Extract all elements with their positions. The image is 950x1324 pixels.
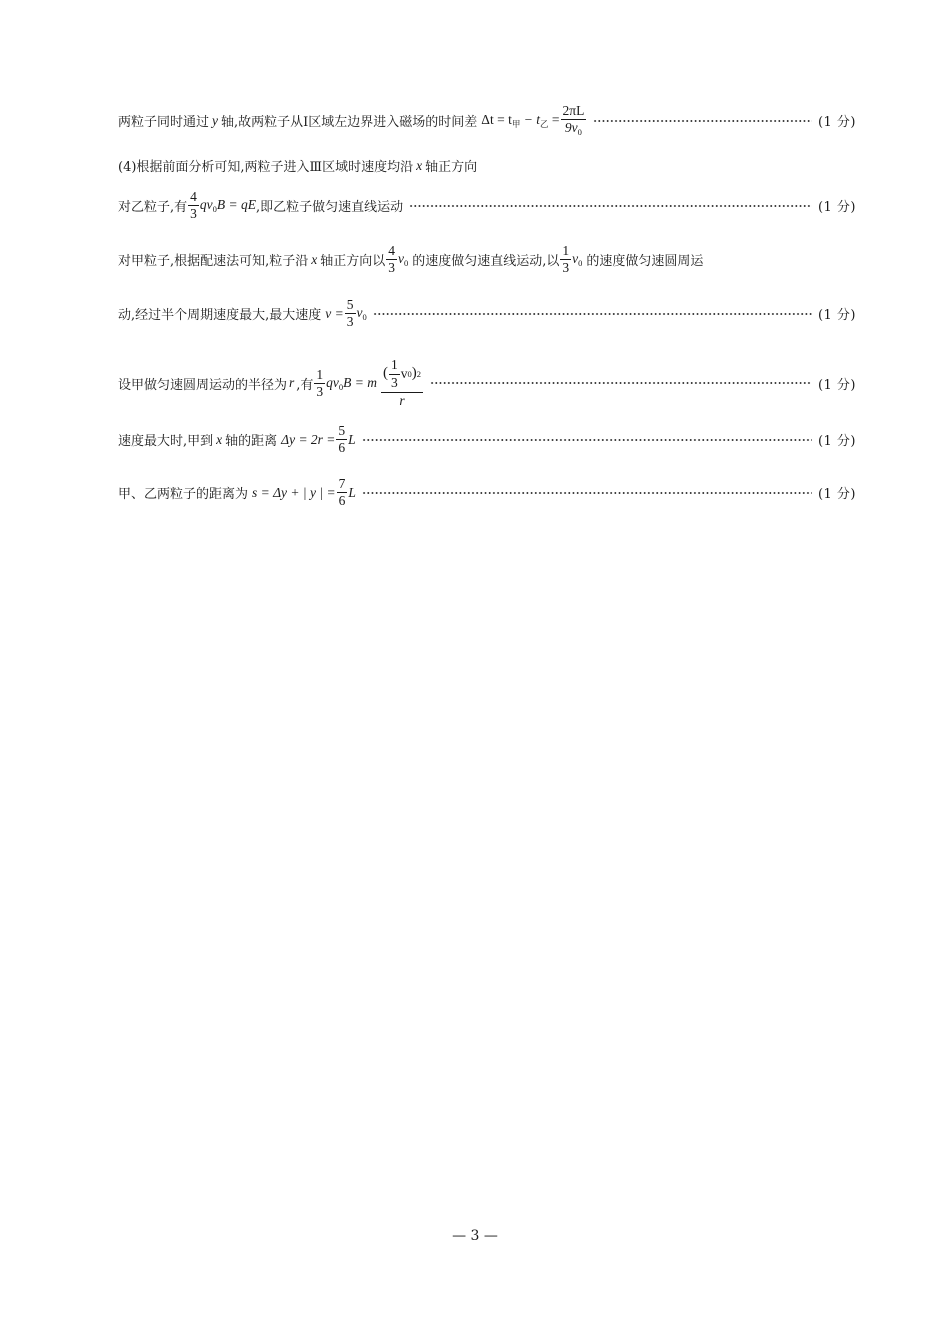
fraction-numerator: 4: [188, 190, 199, 206]
fraction-numerator: 4: [386, 244, 397, 260]
fraction: [386, 244, 397, 275]
formula-part: Δt = t: [481, 111, 512, 127]
var: x: [311, 251, 318, 267]
text: 动,经过半个周期速度最大,最大速度: [118, 308, 322, 324]
score: (1 分): [817, 434, 856, 450]
text: 的速度做匀速直线运动,以: [412, 254, 560, 270]
formula: [398, 251, 408, 268]
var: r: [289, 375, 295, 391]
score: (1 分): [817, 200, 856, 216]
text: 甲、乙两粒子的距离为: [118, 487, 249, 503]
subscript: 0: [577, 127, 582, 138]
formula-part: B = qE: [216, 197, 256, 213]
text: 速度最大时,甲到: [118, 434, 214, 450]
fraction-numerator: 1: [560, 244, 571, 260]
text: (4)根据前面分析可知,两粒子进入Ⅲ区域时速度均沿: [118, 160, 414, 175]
formula: [357, 305, 367, 322]
big-fraction: [381, 358, 423, 409]
fraction: [560, 244, 571, 275]
var: x: [216, 431, 223, 447]
formula: s = Δy + | y | =: [252, 484, 336, 500]
fraction-numerator: 5: [345, 298, 356, 314]
fraction-numerator: 1: [314, 368, 325, 384]
fraction-numerator: 7: [337, 477, 348, 493]
leader-dots: [362, 439, 812, 441]
fraction: [337, 477, 348, 508]
text: 轴正方向以: [320, 254, 386, 270]
subscript: 0: [404, 258, 409, 269]
text: 对甲粒子,根据配速法可知,粒子沿: [118, 254, 309, 270]
formula: [572, 251, 582, 268]
formula-part: v: [572, 251, 579, 267]
formula: [326, 375, 377, 392]
leader-dots: [593, 120, 812, 122]
text: 轴正方向: [425, 160, 478, 175]
formula-part: v: [398, 251, 405, 267]
formula: L: [348, 431, 356, 447]
solution-line-1: [118, 104, 856, 137]
score: (1 分): [817, 377, 856, 393]
fraction: [314, 368, 325, 399]
text: ,即乙粒子做匀速直线运动: [256, 200, 404, 216]
solution-line-3: [118, 190, 856, 221]
fraction-denominator: 3: [190, 206, 197, 222]
score: (1 分): [817, 487, 856, 503]
subscript: 乙: [539, 118, 549, 129]
fraction: [336, 424, 347, 455]
formula-part: B = m: [343, 374, 378, 390]
formula-part: qv: [326, 374, 339, 390]
formula-part: v: [356, 305, 363, 321]
text: 轴的距离: [225, 434, 278, 450]
subscript: 0: [578, 258, 583, 269]
solution-line-7: [118, 424, 856, 455]
fraction: [345, 298, 356, 329]
formula: v =: [325, 305, 344, 321]
text: ,有: [296, 377, 314, 393]
var: x: [416, 157, 423, 173]
score: (1 分): [817, 308, 856, 324]
solution-line-6: [118, 358, 856, 409]
score: (1 分): [817, 115, 856, 131]
solution-line-8: [118, 477, 856, 508]
fraction-numerator: 2πL: [561, 104, 587, 120]
leader-dots: [409, 205, 812, 207]
formula-part: qv: [199, 197, 213, 213]
formula-part: − t: [520, 111, 540, 127]
fraction-denominator: 3: [391, 375, 398, 391]
subscript: 0: [407, 368, 412, 379]
text: 两粒子同时通过: [118, 115, 210, 131]
fraction-denominator: 3: [388, 260, 396, 276]
subscript: 0: [338, 381, 344, 392]
fraction-denominator: 9v: [564, 120, 578, 136]
inner-fraction: [389, 358, 400, 390]
paren-open: (: [383, 365, 389, 382]
solution-line-2: [118, 156, 856, 175]
solution-line-4: [118, 244, 856, 275]
subscript: 0: [362, 312, 367, 323]
text: 的速度做匀速圆周运: [586, 254, 704, 270]
fraction-denominator: 3: [346, 314, 354, 330]
formula: L: [348, 484, 356, 500]
formula: [200, 197, 256, 214]
fraction-denominator: 3: [316, 383, 324, 399]
var: y: [212, 112, 219, 128]
formula-part: =: [548, 111, 560, 127]
page-number: — 3 —: [452, 1228, 498, 1244]
formula: [481, 112, 559, 130]
text: 对乙粒子,有: [118, 200, 188, 216]
fraction-denominator: 6: [338, 440, 346, 456]
fraction-denominator: 3: [562, 260, 570, 276]
big-fraction-denominator: r: [399, 393, 405, 409]
solution-line-5: [118, 298, 856, 329]
subscript: 0: [212, 204, 217, 215]
superscript: 2: [416, 368, 422, 379]
leader-dots: [430, 382, 812, 384]
fraction: [188, 190, 199, 221]
fraction-denominator: 6: [338, 493, 346, 509]
leader-dots: [373, 313, 812, 315]
leader-dots: [362, 492, 812, 494]
fraction-numerator: 5: [336, 424, 347, 440]
fraction-numerator: 1: [389, 358, 400, 375]
text: 轴,故两粒子从Ⅰ区域左边界进入磁场的时间差: [221, 115, 478, 131]
fraction: [561, 104, 587, 137]
paren-close: ): [411, 365, 417, 382]
formula-part: v: [400, 366, 408, 382]
formula: Δy = 2r =: [281, 431, 336, 447]
big-fraction-numerator: [381, 358, 423, 393]
text: 设甲做匀速圆周运动的半径为: [118, 377, 288, 393]
subscript: 甲: [511, 118, 521, 129]
